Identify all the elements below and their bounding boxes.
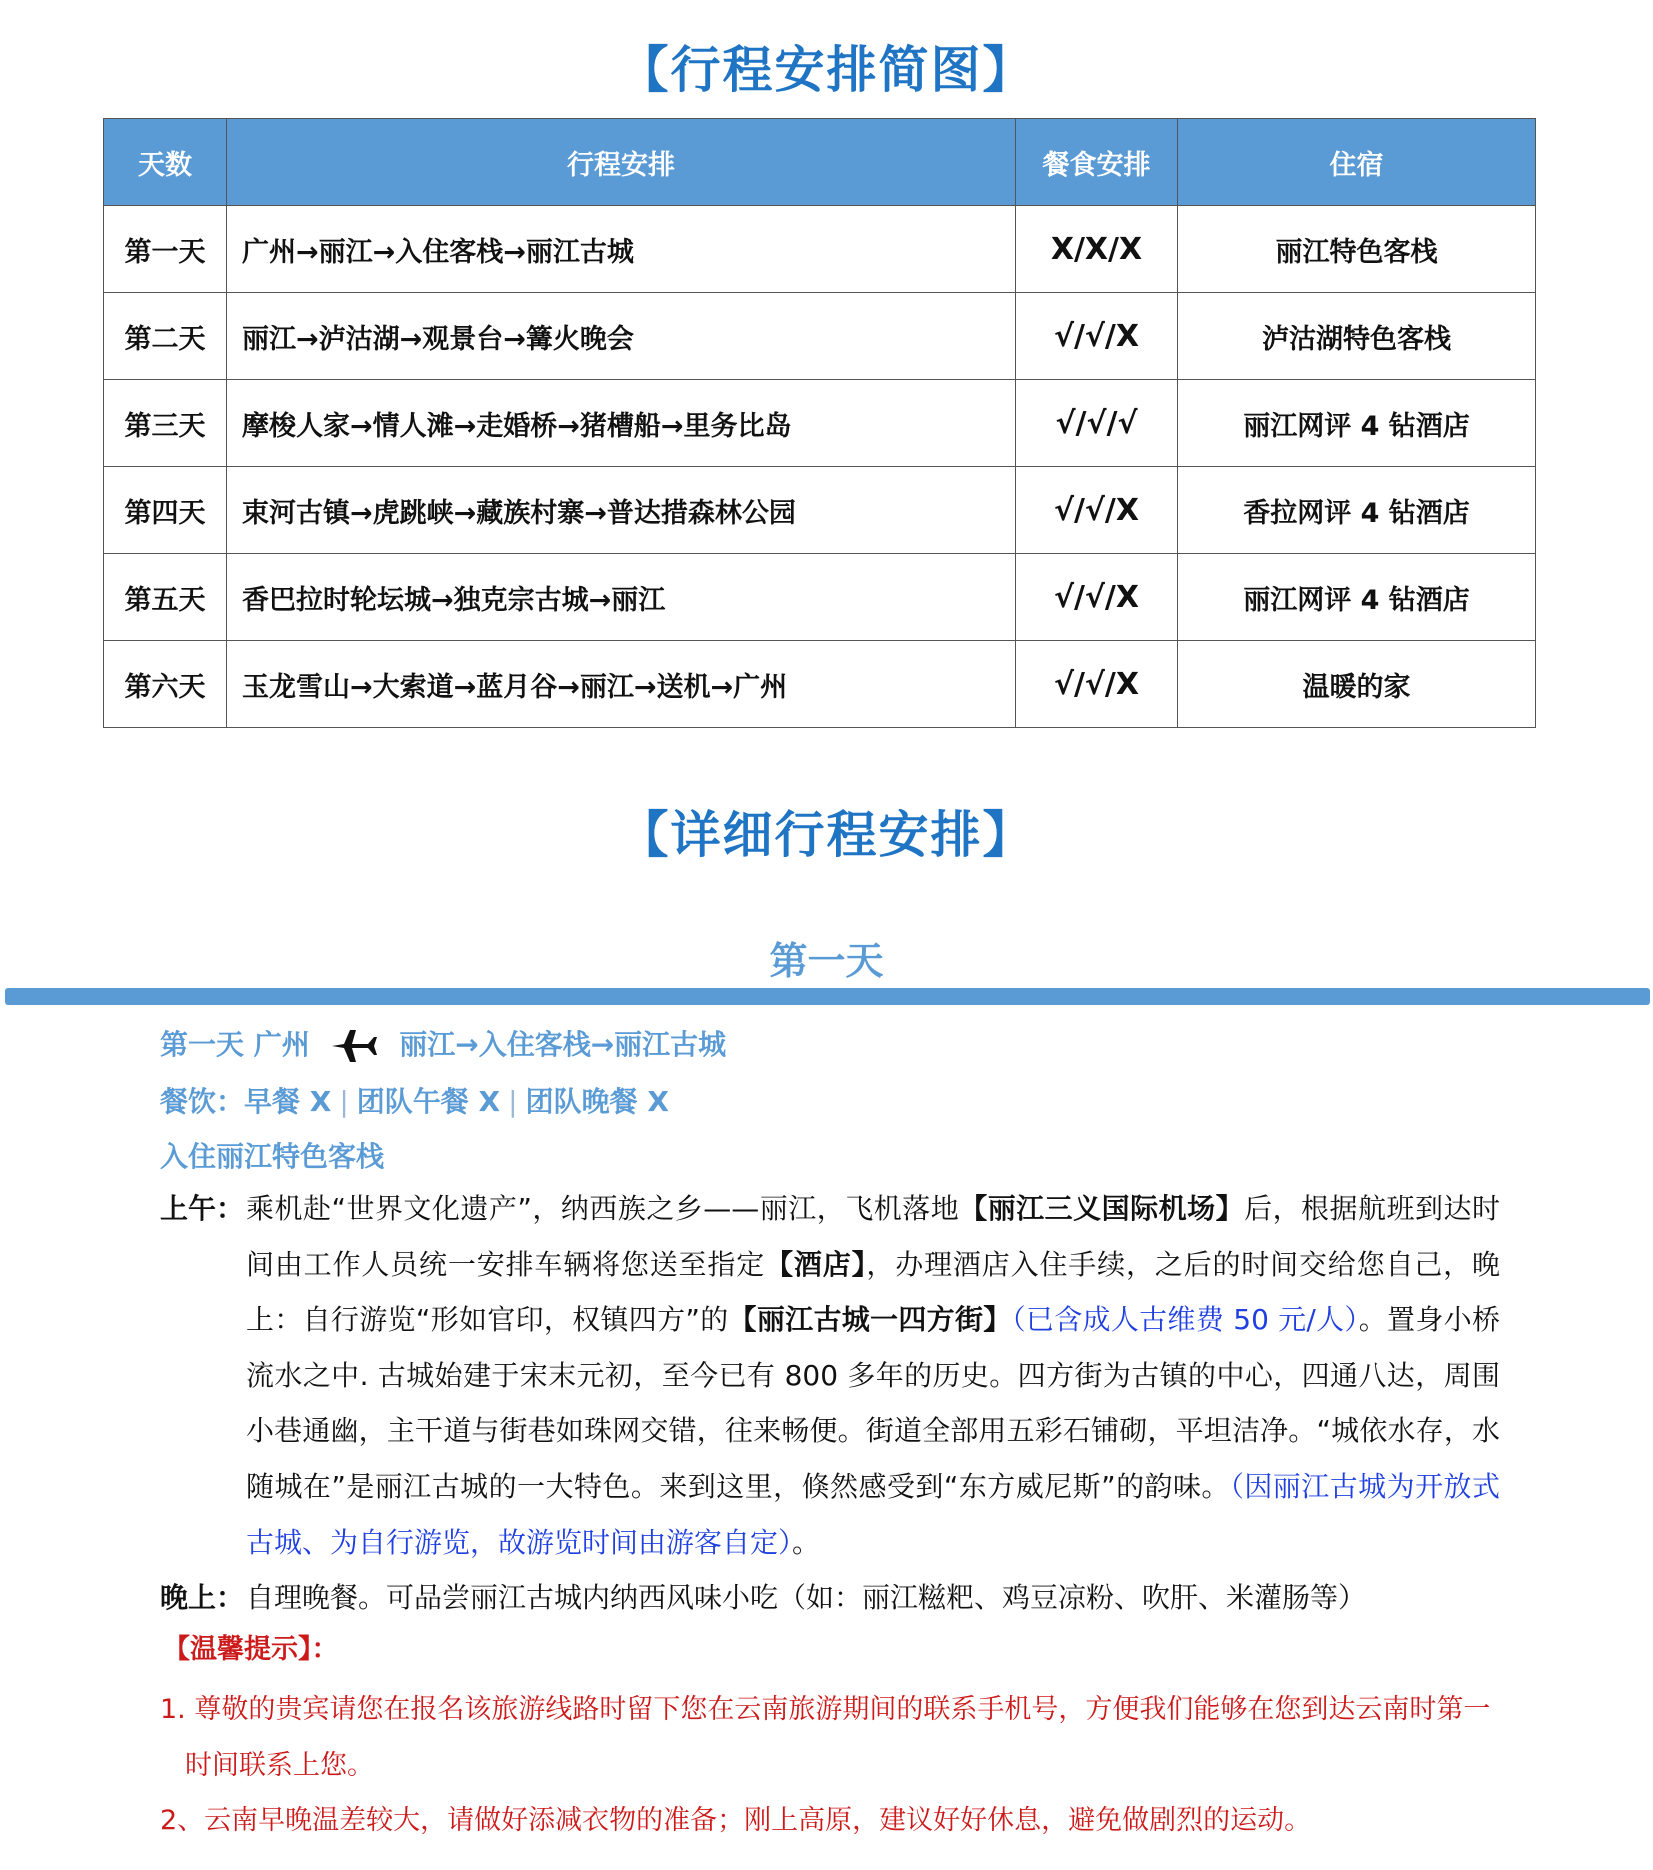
- table-row: [104, 467, 1536, 554]
- meal-lunch: 团队午餐 X: [356, 1085, 501, 1118]
- day-route-prefix: 第一天 广州: [160, 1028, 310, 1061]
- day-heading: 第一天: [769, 939, 884, 983]
- cell-meals: √/√/X: [1016, 641, 1178, 728]
- cell-meals: √/√/X: [1016, 467, 1178, 554]
- meal-dinner: 团队晚餐 X: [525, 1085, 669, 1118]
- cell-meals: X/X/X: [1016, 206, 1178, 293]
- cell-day: 第一天: [104, 206, 227, 293]
- cell-route: 香巴拉时轮坛城→独克宗古城→丽江: [227, 554, 1016, 641]
- cell-route: 束河古镇→虎跳峡→藏族村寨→普达措森林公园: [227, 467, 1016, 554]
- airport-highlight: 【丽江三义国际机场】: [959, 1192, 1245, 1225]
- table-header-row: [104, 119, 1536, 206]
- header-route: 行程安排: [227, 119, 1016, 206]
- table-row: [104, 206, 1536, 293]
- evening-text: 自理晚餐。可品尝丽江古城内纳西风味小吃（如：丽江糍粑、鸡豆凉粉、吹肝、米灌肠等）: [246, 1581, 1367, 1614]
- cell-day: 第二天: [104, 293, 227, 380]
- cell-route: 丽江→泸沽湖→观景台→篝火晚会: [227, 293, 1016, 380]
- hotel-highlight: 【酒店】: [765, 1247, 867, 1281]
- cell-route: 摩梭人家→情人滩→走婚桥→猪槽船→里务比岛: [227, 380, 1016, 467]
- day-divider-bar: [5, 988, 1650, 1005]
- table-row: [104, 554, 1536, 641]
- tip-item: 1. 尊敬的贵宾请您在报名该旅游线路时留下您在云南旅游期间的联系手机号，方便我们能够在您到达云南时第一时间联系上您。: [160, 1694, 1491, 1781]
- meal-separator: |: [508, 1085, 518, 1118]
- morning-label: 上午：: [160, 1192, 245, 1225]
- tip-item: 2、云南早晚温差较大，请做好添减衣物的准备；刚上高原，建议好好休息，避免做剧烈的运动。: [160, 1805, 1312, 1836]
- cell-day: 第三天: [104, 380, 227, 467]
- evening-paragraph: [160, 1570, 1500, 1626]
- stay-line: 入住丽江特色客栈: [160, 1140, 385, 1173]
- cell-hotel: 丽江网评 4 钻酒店: [1178, 380, 1536, 467]
- overview-title: 【行程安排简图】: [618, 41, 1035, 99]
- cell-hotel: 香拉网评 4 钻酒店: [1178, 467, 1536, 554]
- cell-route: 玉龙雪山→大索道→蓝月谷→丽江→送机→广州: [227, 641, 1016, 728]
- morning-text: 乘机赴“世界文化遗产”，纳西族之乡——丽江，飞机落地【丽江三义国际机场】后，根据航班到达时间由工作人员统一安排车辆将您送至指定【酒店】，办理酒店入住手续，之后的时间交给您自己，晚上：自行游览“形如官印，权镇四方”的【丽江古城一四方街】（已含成人古维费 50 元/人）。置身小桥流水之中. 古城始建于宋末元初，至今已有 800 多年的历史。四方街为古镇的中心，四通八达，周围小巷通幽，主干道与街巷如珠网交错，往来畅便。街道全部用五彩石铺砌，平坦洁净。“城依水存，水随城在”是丽江古城的一大特色。来到这里，倏然感受到“东方威尼斯”的韵味。（因丽江古城为开放式古城、为自行游览，故游览时间由游客自定）。: [246, 1192, 1500, 1559]
- evening-label: 晚上：: [160, 1581, 245, 1614]
- meal-line: [160, 1080, 669, 1120]
- header-hotel: 住宿: [1178, 119, 1536, 206]
- detail-title: 【详细行程安排】: [618, 806, 1035, 864]
- cell-hotel: 温暖的家: [1178, 641, 1536, 728]
- old-town-highlight: 【丽江古城一四方街】: [728, 1303, 1012, 1337]
- cell-day: 第五天: [104, 554, 227, 641]
- fee-note: （已含成人古维费 50 元/人）: [1011, 1303, 1359, 1337]
- tips-title: 【温馨提示】：: [163, 1634, 339, 1665]
- table-row: [104, 380, 1536, 467]
- cell-meals: √/√/X: [1016, 293, 1178, 380]
- cell-day: 第四天: [104, 467, 227, 554]
- morning-paragraph: [160, 1181, 1500, 1570]
- meal-label: 餐饮：: [160, 1085, 245, 1118]
- header-meals: 餐食安排: [1016, 119, 1178, 206]
- table-row: [104, 641, 1536, 728]
- table-row: [104, 293, 1536, 380]
- meal-breakfast: 早餐 X: [244, 1085, 332, 1118]
- cell-meals: √/√/X: [1016, 554, 1178, 641]
- cell-meals: √/√/√: [1016, 380, 1178, 467]
- self-tour-note: （因丽江古城为开放式古城、为自行游览，故游览时间由游客自定）: [246, 1469, 1500, 1559]
- header-day: 天数: [104, 119, 227, 206]
- cell-hotel: 丽江特色客栈: [1178, 206, 1536, 293]
- meal-separator: |: [339, 1085, 349, 1118]
- cell-route: 广州→丽江→入住客栈→丽江古城: [227, 206, 1016, 293]
- cell-hotel: 泸沽湖特色客栈: [1178, 293, 1536, 380]
- cell-day: 第六天: [104, 641, 227, 728]
- cell-hotel: 丽江网评 4 钻酒店: [1178, 554, 1536, 641]
- itinerary-table: [103, 118, 1536, 728]
- day-route-line: [160, 1023, 726, 1066]
- airplane-icon: [330, 1026, 378, 1066]
- day-route-suffix: 丽江→入住客栈→丽江古城: [399, 1028, 727, 1061]
